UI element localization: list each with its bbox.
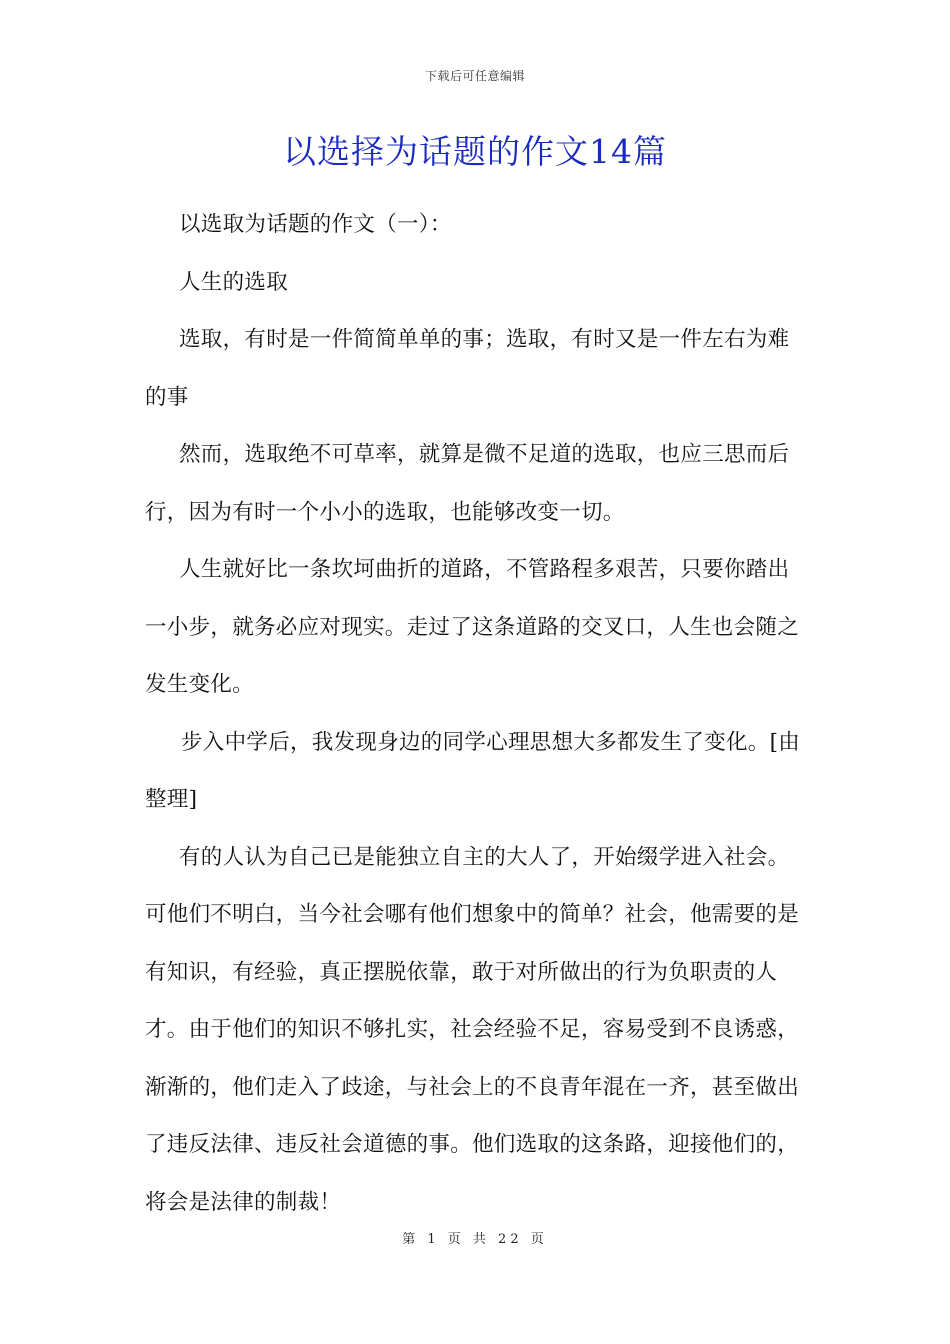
document-title: 以选择为话题的作文14篇	[283, 132, 667, 171]
header-note: 下载后可任意编辑	[424, 69, 525, 83]
page-number-footer: 第 1 页 共 22 页	[402, 1232, 548, 1247]
paragraph-section-heading: 以选取为话题的作文（一）：	[179, 212, 452, 237]
paragraph: 步入中学后，我发现身边的同学心理思想大多都发生了变化。[由整理]	[145, 729, 801, 812]
paragraph-essay-title: 人生的选取	[179, 269, 289, 295]
document-body	[145, 196, 805, 1231]
paragraph: 有的人认为自己已是能独立自主的大人了，开始缀学进入社会。可他们不明白，当今社会哪有他们想象中的简单？社会，他需要的是有知识，有经验，真正摆脱依靠，敢于对所做出的行为负职责的人才。由于他们的知识不够扎实，社会经验不足，容易受到不良诱惑，渐渐的，他们走入了歧途，与社会上的不良青年混在一齐，甚至做出了违反法律、违反社会道德的事。他们选取的这条路，迎接他们的，将会是法律的制裁！	[145, 844, 800, 1215]
paragraph: 人生就好比一条坎坷曲折的道路，不管路程多艰苦，只要你踏出一小步，就务必应对现实。走过了这条道路的交叉口，人生也会随之发生变化。	[145, 557, 800, 697]
paragraph: 然而，选取绝不可草率，就算是微不足道的选取，也应三思而后行，因为有时一个小小的选取，也能够改变一切。	[145, 442, 790, 525]
paragraph: 选取，有时是一件简简单单的事；选取，有时又是一件左右为难的事	[145, 327, 790, 410]
